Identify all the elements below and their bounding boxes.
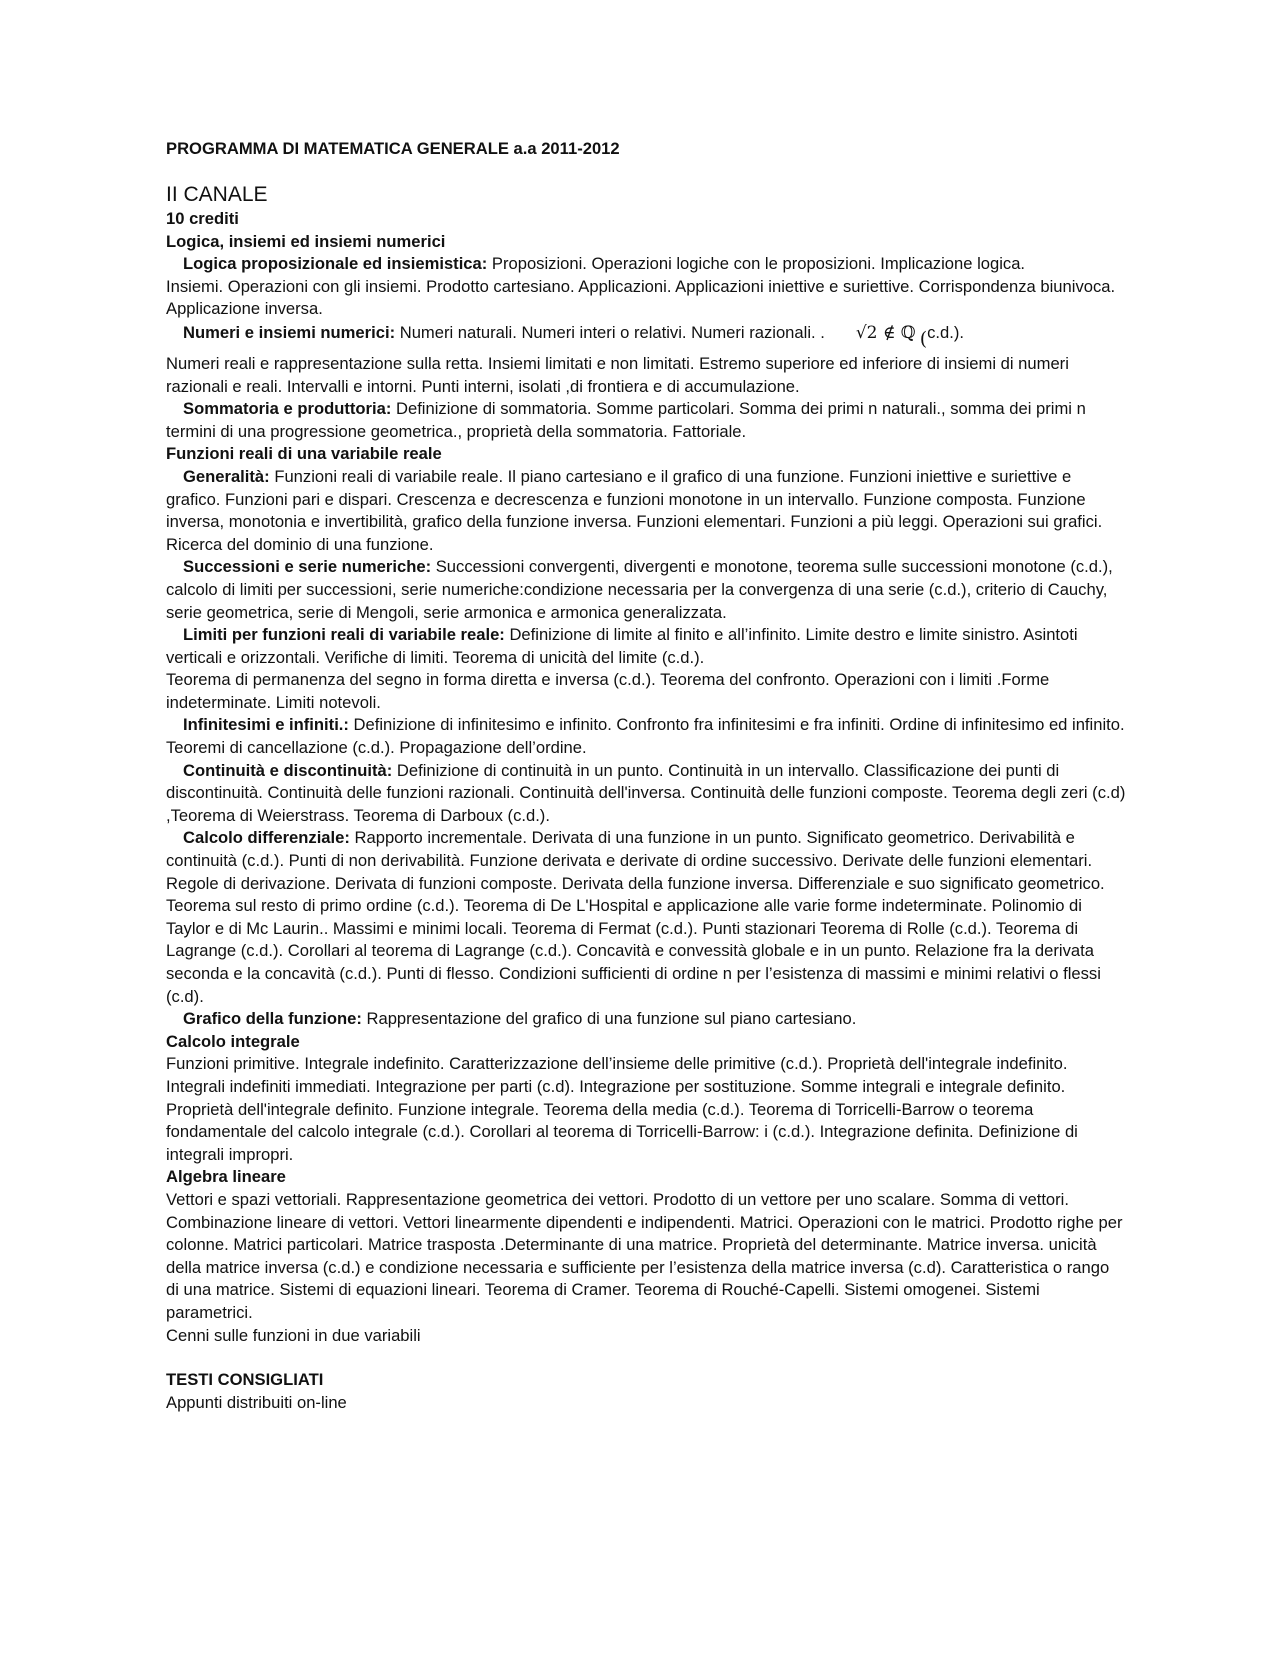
paragraph-integrale: Funzioni primitive. Integrale indefinito. Caratterizzazione dell’insieme delle primitive (c.d.). Proprietà dell'integrale indefinito. Integrali indefiniti immediati. Integrazione per parti (c.d). Integrazione per sostituzione. Somme integrali e integrale definito. Proprietà dell'integrale definito. Funzione integrale. Teorema della media (c.d.). Teorema di Torricelli-Barrow o teorema fondamentale del calcolo integrale (c.d.). Corollari al teorema di Torricelli-Barrow: i (c.d.). Integrazione definita. Definizione di integrali impropri.: [166, 1054, 1078, 1164]
paragraph-lead: Limiti per funzioni reali di variabile reale:: [183, 625, 505, 645]
paragraph-text: Funzioni reali di variabile reale. Il piano cartesiano e il grafico di una funzione. Funzioni iniettive e suriettive e grafico. Funzioni pari e dispari. Crescenza e decrescenza e funzioni monotone in un intervallo. Funzione composta. Funzione inversa, monotonia e invertibilità, grafico della funzione inversa. Funzioni elementari. Funzioni a più leggi. Operazioni sui grafici. Ricerca del dominio di una funzione.: [166, 466, 1103, 554]
paragraph-text: Proposizioni. Operazioni logiche con le proposizioni. Implicazione logica.: [487, 254, 1026, 274]
paragraph-permanenza-segno: Teorema di permanenza del segno in forma diretta e inversa (c.d.). Teorema del confronto. Operazioni con i limiti .Forme indeterminate. Limiti notevoli.: [166, 670, 1050, 712]
paragraph-lead: Infinitesimi e infiniti.:: [183, 715, 349, 735]
paragraph-lead: Sommatoria e produttoria:: [183, 399, 392, 419]
section-heading-funzioni: Funzioni reali di una variabile reale: [166, 444, 442, 464]
paragraph-lead: Generalità:: [183, 466, 270, 486]
cd-note: c.d.).: [927, 322, 965, 342]
paragraph-limiti: [166, 624, 1126, 669]
paragraph-lead: Calcolo differenziale:: [183, 828, 350, 848]
paragraph-lead: Numeri e insiemi numerici:: [183, 322, 396, 342]
paragraph-continuita: [166, 760, 1126, 828]
paragraph-testi: Appunti distribuiti on-line: [166, 1392, 347, 1412]
canale-label: II CANALE: [166, 183, 268, 206]
sqrt2-not-in-q-formula: √2 ∉ ℚ: [855, 322, 916, 343]
paragraph-calcolo-differenziale: [166, 827, 1126, 1008]
formula-paren: (: [919, 327, 928, 350]
paragraph-cenni: Cenni sulle funzioni in due variabili: [166, 1325, 421, 1345]
paragraph-lead: Successioni e serie numeriche:: [183, 557, 432, 577]
crediti-label: 10 crediti: [166, 209, 239, 228]
document-title: PROGRAMMA DI MATEMATICA GENERALE a.a 2011-2012: [166, 139, 620, 158]
paragraph-generalita: [166, 466, 1126, 556]
paragraph-lead: Continuità e discontinuità:: [183, 760, 393, 780]
paragraph-text: Successioni convergenti, divergenti e monotone, teorema sulle successioni monotone (c.d.), calcolo di limiti per successioni, serie numeriche:condizione necessaria per la convergenza di una serie (c.d.), criterio di Cauchy, serie geometrica, serie di Mengoli, serie armonica e armonica generalizzata.: [166, 557, 1113, 622]
paragraph-infinitesimi: [166, 714, 1126, 759]
paragraph-text: Numeri naturali. Numeri interi o relativi. Numeri razionali. .: [395, 322, 825, 342]
paragraph-lead: Logica proposizionale ed insiemistica:: [183, 254, 488, 274]
paragraph-text: Rappresentazione del grafico di una funzione sul piano cartesiano.: [361, 1009, 857, 1029]
section-heading-integrale: Calcolo integrale: [166, 1031, 300, 1051]
paragraph-lead: Grafico della funzione:: [183, 1009, 362, 1029]
paragraph-text: Definizione di limite al finito e all’infinito. Limite destro e limite sinistro. Asintoti verticali e orizzontali. Verifiche di limiti. Teorema di unicità del limite (c.d.).: [166, 625, 1078, 667]
document-page: [166, 138, 1126, 1414]
paragraph-text: Definizione di infinitesimo e infinito. Confronto fra infinitesimi e fra infiniti. Ordine di infinitesimo ed infinito. Teoremi di cancellazione (c.d.). Propagazione dell’ordine.: [166, 715, 1125, 758]
section-heading-testi: TESTI CONSIGLIATI: [166, 1370, 324, 1390]
section-heading-algebra: Algebra lineare: [166, 1167, 286, 1187]
paragraph-text: Definizione di continuità in un punto. Continuità in un intervallo. Classificazione dei punti di discontinuità. Continuità delle funzioni razionali. Continuità dell'inversa. Continuità delle funzioni composte. Teorema degli zeri (c.d) ,Teorema di Weierstrass. Teorema di Darboux (c.d.).: [166, 760, 1126, 825]
paragraph-algebra: Vettori e spazi vettoriali. Rappresentazione geometrica dei vettori. Prodotto di un vettore per uno scalare. Somma di vettori. Combinazione lineare di vettori. Vettori linearmente dipendenti e indipendenti. Matrici. Operazioni con le matrici. Prodotto righe per colonne. Matrici particolari. Matrice trasposta .Determinante di una matrice. Proprietà del determinante. Matrice inversa. unicità della matrice inversa (c.d.) e condizione necessaria e sufficiente per l’esistenza della matrice inversa (c.d). Caratteristica o rango di una matrice. Sistemi di equazioni lineari. Teorema di Cramer. Teorema di Rouché-Capelli. Sistemi omogenei. Sistemi parametrici.: [166, 1189, 1123, 1322]
paragraph-successioni: [166, 556, 1126, 624]
paragraph-logica-proposizionale: [166, 253, 1126, 276]
paragraph-sommatoria: [166, 398, 1126, 443]
paragraph-insiemi: Insiemi. Operazioni con gli insiemi. Prodotto cartesiano. Applicazioni. Applicazioni iniettive e suriettive. Corrispondenza biunivoca. Applicazione inversa.: [166, 276, 1116, 319]
paragraph-text: Definizione di sommatoria. Somme particolari. Somma dei primi n naturali., somma dei primi n termini di una progressione geometrica., proprietà della sommatoria. Fattoriale.: [166, 399, 1086, 441]
spacer: [166, 1347, 1126, 1369]
paragraph-grafico: [166, 1008, 1126, 1031]
paragraph-numeri: [166, 321, 1126, 353]
paragraph-numeri-reali: Numeri reali e rappresentazione sulla retta. Insiemi limitati e non limitati. Estremo superiore ed inferiore di insiemi di numeri razionali e reali. Intervalli e intorni. Punti interni, isolati ,di frontiera e di accumulazione.: [166, 353, 1069, 396]
paragraph-text: Rapporto incrementale. Derivata di una funzione in un punto. Significato geometrico. Derivabilità e continuità (c.d.). Punti di non derivabilità. Funzione derivata e derivate di ordine successivo. Derivate delle funzioni elementari. Regole di derivazione. Derivata di funzioni composte. Derivata della funzione inversa. Differenziale e suo significato geometrico. Teorema sul resto di primo ordine (c.d.). Teorema di De L'Hospital e applicazione alle varie forme indeterminate. Polinomio di Taylor e di Mc Laurin.. Massimi e minimi locali. Teorema di Fermat (c.d.). Punti stazionari Teorema di Rolle (c.d.). Teorema di Lagrange (c.d.). Corollari al teorema di Lagrange (c.d.). Concavità e convessità globale e in un punto. Relazione fra la derivata seconda e la concavità (c.d.). Punti di flesso. Condizioni sufficienti di ordine n per l’esistenza di massimi e minimi relativi o flessi (c.d).: [166, 828, 1105, 1006]
section-heading-logica: Logica, insiemi ed insiemi numerici: [166, 231, 446, 251]
